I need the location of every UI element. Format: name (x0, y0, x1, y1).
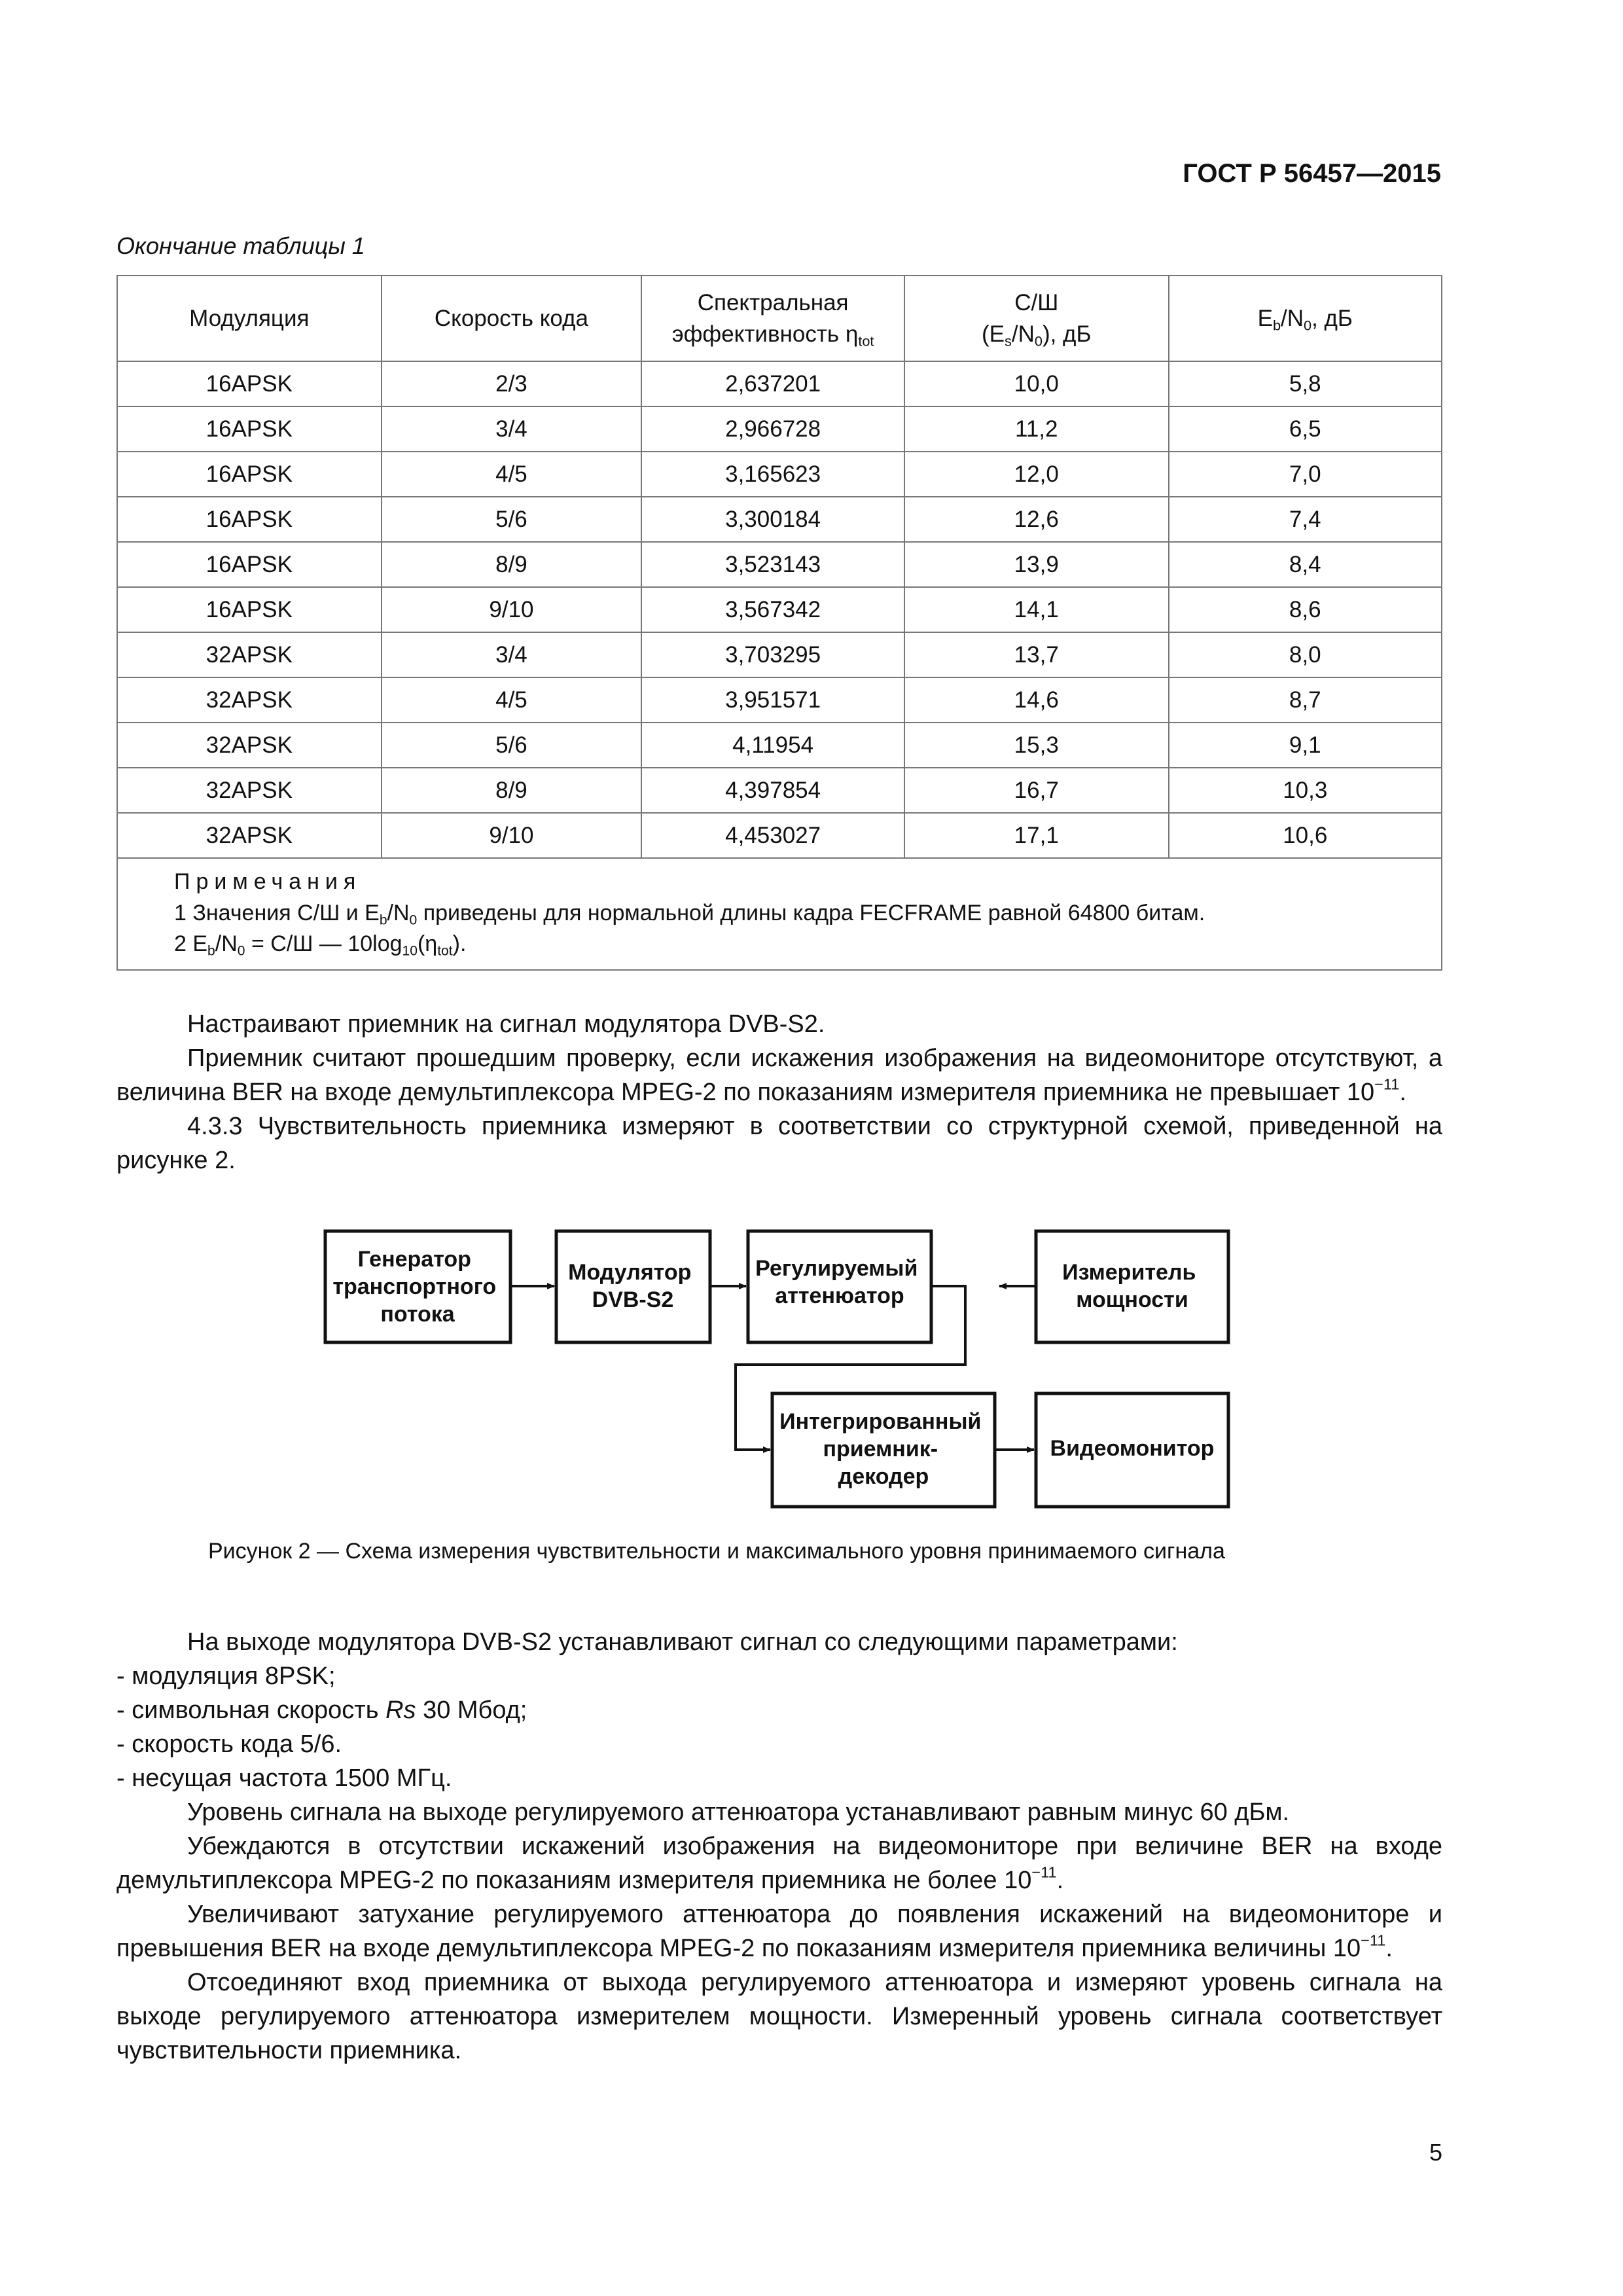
cell-code-rate: 8/9 (382, 542, 642, 587)
cell-cn: 15,3 (904, 723, 1169, 768)
cell-cn: 14,6 (904, 677, 1169, 723)
modulator-block (556, 1231, 710, 1342)
cell-ebn0: 10,6 (1169, 813, 1442, 858)
col-header-code-rate: Скорость кода (382, 276, 642, 361)
paragraph: Убеждаются в отсутствии искажений изображения на видеомониторе при величине BER на входе демультиплексора MPEG-2 по показаниям измерителя приемника не более $10^{-11}$. (116, 1833, 1442, 1894)
cell-code-rate: 5/6 (382, 497, 642, 542)
cell-cn: 16,7 (904, 768, 1169, 813)
cell-spectral-efficiency: 2,966728 (641, 406, 904, 452)
cell-cn: 11,2 (904, 406, 1169, 452)
col-header-spectral-efficiency: Спектральная эффективность $\eta_{tot}$ (641, 276, 904, 361)
monitor-label: Видеомонитор (1050, 1436, 1215, 1461)
cell-spectral-efficiency: 4,397854 (641, 768, 904, 813)
note-2: 2 $E_b/N_0 = С/Ш$ — $10\log_{10}(\eta_{tot})$. (174, 931, 467, 959)
cell-modulation: 32APSK (117, 632, 382, 677)
cell-modulation: 32APSK (117, 723, 382, 768)
notes-title: Примечания (174, 869, 362, 894)
modulator-label: Модулятор DVB-S2 (568, 1260, 692, 1312)
cell-spectral-efficiency: 4,453027 (641, 813, 904, 858)
page-number: 5 (1429, 2139, 1442, 2166)
cell-modulation: 16APSK (117, 452, 382, 497)
cell-cn: 13,9 (904, 542, 1169, 587)
cell-modulation: 16APSK (117, 406, 382, 452)
cell-code-rate: 3/4 (382, 406, 642, 452)
cell-spectral-efficiency: 3,703295 (641, 632, 904, 677)
list-item: - скорость кода 5/6. (116, 1731, 342, 1758)
cell-spectral-efficiency: 3,567342 (641, 587, 904, 632)
cell-modulation: 16APSK (117, 587, 382, 632)
paragraph: Отсоединяют вход приемника от выхода регулируемого аттенюатора и измеряют уровень сигнала на выходе регулируемого аттенюатора измерителем мощности. Измеренный уровень сигнала соответствует чувствительности приемника. (116, 1969, 1442, 2064)
cell-code-rate: 8/9 (382, 768, 642, 813)
cell-cn: 17,1 (904, 813, 1169, 858)
cell-ebn0: 8,4 (1169, 542, 1442, 587)
cell-spectral-efficiency: 3,523143 (641, 542, 904, 587)
cell-ebn0: 8,6 (1169, 587, 1442, 632)
cell-cn: 12,0 (904, 452, 1169, 497)
list-item: - модуляция 8PSK; (116, 1662, 336, 1690)
receiver-label: Интегрированный приемник- декодер (779, 1409, 982, 1489)
cell-code-rate: 9/10 (382, 587, 642, 632)
cell-spectral-efficiency: 3,951571 (641, 677, 904, 723)
cell-spectral-efficiency: 3,300184 (641, 497, 904, 542)
paragraph-4-3-3: 4.3.3 Чувствительность приемника измеряют в соответствии со структурной схемой, приведенной на рисунке 2. (116, 1113, 1442, 1174)
cell-code-rate: 4/5 (382, 677, 642, 723)
note-1: 1 Значения С/Ш и $E_b/N_0$ приведены для нормальной длины кадра FECFRAME равной 64800 битам. (174, 900, 1205, 927)
cell-cn: 10,0 (904, 361, 1169, 406)
cell-code-rate: 3/4 (382, 632, 642, 677)
cell-cn: 12,6 (904, 497, 1169, 542)
list-item: - символьная скорость Rs 30 Мбод; (116, 1696, 527, 1724)
cell-modulation: 32APSK (117, 813, 382, 858)
power-meter-block (1036, 1231, 1228, 1342)
power-meter-label: Измеритель мощности (1062, 1260, 1196, 1312)
col-header-modulation: Модуляция (117, 276, 382, 361)
cell-ebn0: 7,0 (1169, 452, 1442, 497)
cell-ebn0: 8,0 (1169, 632, 1442, 677)
col-header-cn: С/Ш $(E_s/N_0)$, дБ (904, 276, 1169, 361)
cell-code-rate: 5/6 (382, 723, 642, 768)
generator-label: Генератор транспортного потока (332, 1247, 497, 1327)
cell-modulation: 16APSK (117, 497, 382, 542)
cell-ebn0: 5,8 (1169, 361, 1442, 406)
cell-cn: 13,7 (904, 632, 1169, 677)
paragraph: Уровень сигнала на выходе регулируемого аттенюатора устанавливают равным минус 60 дБм. (187, 1799, 1290, 1826)
table-caption: Окончание таблицы 1 (116, 232, 365, 259)
cell-code-rate: 2/3 (382, 361, 642, 406)
cell-ebn0: 10,3 (1169, 768, 1442, 813)
paragraph: Увеличивают затухание регулируемого аттенюатора до появления искажений на видеомониторе и превышения BER на входе демультиплексора MPEG-2 по показаниям измерителя приемника величины $10^{-11}$. (116, 1901, 1442, 1962)
cell-cn: 14,1 (904, 587, 1169, 632)
cell-modulation: 32APSK (117, 677, 382, 723)
paragraph: Настраивают приемник на сигнал модулятора DVB-S2. (187, 1011, 825, 1038)
paragraph: Приемник считают прошедшим проверку, если искажения изображения на видеомониторе отсутствуют, а величина BER на входе демультиплексора MPEG-2 по показаниям измерителя приемника не превышает $10^{-11}$. (116, 1045, 1442, 1106)
list-item: - несущая частота 1500 МГц. (116, 1765, 452, 1792)
figure-caption: Рисунок 2 — Схема измерения чувствительности и максимального уровня принимаемого сигнала (208, 1539, 1225, 1564)
col-header-ebn0: $E_b/N_0$, дБ (1169, 276, 1442, 361)
cell-modulation: 16APSK (117, 542, 382, 587)
cell-ebn0: 8,7 (1169, 677, 1442, 723)
cell-spectral-efficiency: 3,165623 (641, 452, 904, 497)
body-text-section-2 (116, 1625, 1442, 2068)
cell-spectral-efficiency: 4,11954 (641, 723, 904, 768)
paragraph: На выходе модулятора DVB-S2 устанавливают сигнал со следующими параметрами: (187, 1628, 1178, 1656)
cell-modulation: 32APSK (117, 768, 382, 813)
cell-code-rate: 4/5 (382, 452, 642, 497)
cell-spectral-efficiency: 2,637201 (641, 361, 904, 406)
cell-ebn0: 7,4 (1169, 497, 1442, 542)
cell-ebn0: 6,5 (1169, 406, 1442, 452)
cell-modulation: 16APSK (117, 361, 382, 406)
standard-number: ГОСТ Р 56457—2015 (1183, 159, 1441, 188)
cell-ebn0: 9,1 (1169, 723, 1442, 768)
attenuator-label: Регулируемый аттенюатор (755, 1256, 918, 1308)
cell-code-rate: 9/10 (382, 813, 642, 858)
